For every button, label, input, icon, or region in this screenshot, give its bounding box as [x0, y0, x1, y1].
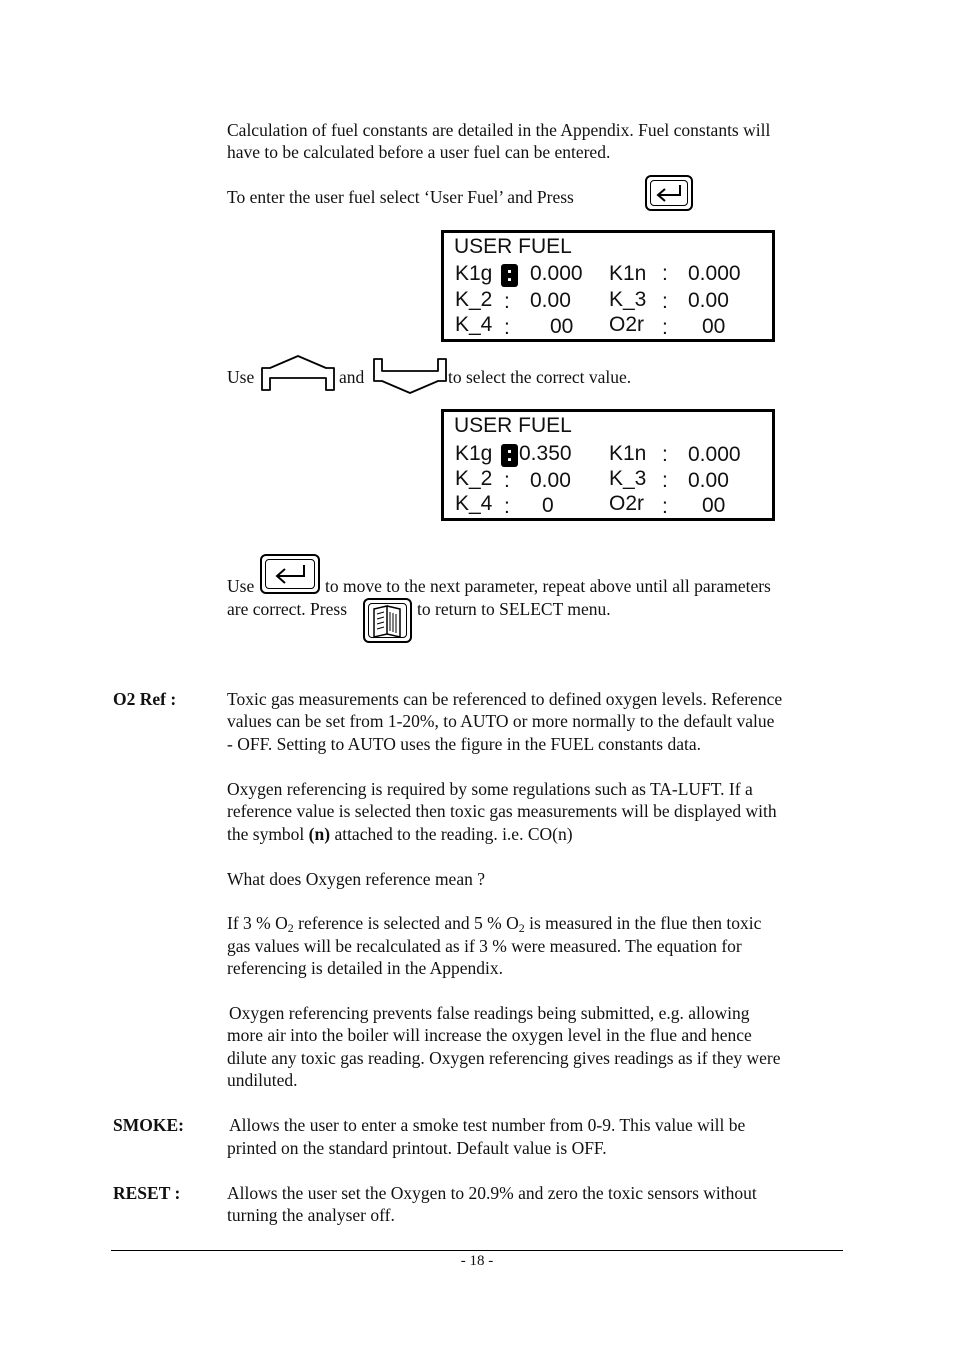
o2-ref-p2-line-2: reference value is selected then toxic gas measurements will be displayed with	[227, 801, 777, 821]
lcd-colon: :	[662, 495, 668, 518]
reset-line-2: turning the analyser off.	[227, 1205, 395, 1225]
enter-key-icon	[645, 175, 693, 211]
text-run: If 3 % O	[227, 913, 288, 933]
lcd-k3-value: 0.00	[688, 469, 729, 492]
intro-line-1: Calculation of fuel constants are detailed in the Appendix. Fuel constants will	[227, 120, 771, 140]
intro-line-2: have to be calculated before a user fuel can be entered.	[227, 142, 611, 162]
o2-ref-p2-line-3	[227, 823, 573, 846]
o2-ref-p4-line-2: gas values will be recalculated as if 3 % were measured. The equation for	[227, 936, 742, 956]
enter-instruction: To enter the user fuel select ‘User Fuel’ and Press	[227, 187, 574, 207]
lcd-colon: :	[662, 443, 668, 466]
lcd-k1n-value: 0.000	[688, 262, 741, 285]
page-number: - 18 -	[460, 1253, 494, 1269]
footer-divider	[111, 1250, 843, 1251]
lcd-k1n-label: K1n	[609, 442, 647, 465]
lcd-colon: :	[662, 316, 668, 339]
lcd-cursor: :	[501, 264, 518, 287]
lcd-o2r-value: 00	[702, 494, 726, 517]
next-param-line-2: are correct. Press	[227, 599, 348, 619]
o2-ref-p4-line-1	[227, 912, 761, 935]
enter-key-icon	[260, 554, 320, 594]
lcd-k2-label: K_2	[455, 467, 493, 490]
o2-ref-p1-line-1: Toxic gas measurements can be referenced to defined oxygen levels. Reference	[227, 689, 783, 709]
lcd-k3-value: 0.00	[688, 289, 729, 312]
o2-ref-p5-line-4: undiluted.	[227, 1070, 298, 1090]
smoke-line-1: Allows the user to enter a smoke test number from 0-9. This value will be	[229, 1115, 746, 1135]
down-arrow-key-icon	[370, 355, 450, 397]
lcd-o2r-label: O2r	[609, 492, 645, 515]
lcd-colon: :	[504, 469, 510, 492]
use-label-2: Use	[227, 576, 255, 596]
text-run: reference is selected and 5 % O	[293, 913, 519, 933]
lcd-k1g-label: K1g	[455, 442, 493, 465]
lcd-k2-value: 0.00	[530, 289, 571, 312]
lcd-k4-value: 0	[542, 494, 554, 517]
lcd-colon: :	[662, 290, 668, 313]
text-run: the symbol	[227, 824, 309, 844]
up-arrow-key-icon	[258, 354, 338, 394]
lcd-colon: :	[504, 290, 510, 313]
o2-ref-p2-line-1: Oxygen referencing is required by some regulations such as TA-LUFT. If a	[227, 779, 753, 799]
lcd-k4-value: 00	[550, 315, 574, 338]
o2-ref-p5-line-2: more air into the boiler will increase the oxygen level in the flue and hence	[227, 1025, 752, 1045]
lcd-title: USER FUEL	[454, 414, 572, 437]
lcd-o2r-label: O2r	[609, 313, 645, 336]
subscript: 2	[287, 921, 294, 935]
use-label: Use	[227, 367, 255, 387]
lcd-title: USER FUEL	[454, 235, 572, 258]
lcd-k2-value: 0.00	[530, 469, 571, 492]
next-param-line-1: to move to the next parameter, repeat above until all parameters	[325, 576, 771, 596]
o2-ref-p5-line-1: Oxygen referencing prevents false readings being submitted, e.g. allowing	[229, 1003, 750, 1023]
lcd-k2-label: K_2	[455, 288, 493, 311]
lcd-colon: :	[504, 316, 510, 339]
lcd-k1n-label: K1n	[609, 262, 647, 285]
lcd-cursor: :	[501, 444, 518, 467]
lcd-k1g-value: 0.000	[530, 262, 583, 285]
enter-arrow-icon	[260, 554, 320, 594]
lcd-display-user-fuel-edited	[441, 409, 775, 521]
next-param-line-2-rest: to return to SELECT menu.	[417, 599, 611, 619]
lcd-display-user-fuel-initial	[441, 230, 775, 342]
lcd-k3-label: K_3	[609, 467, 647, 490]
lcd-k4-label: K_4	[455, 492, 493, 515]
o2-ref-label: O2 Ref :	[113, 689, 177, 709]
book-icon	[363, 598, 412, 643]
enter-arrow-icon	[645, 175, 693, 211]
o2-ref-p1-line-3: - OFF. Setting to AUTO uses the figure in the FUEL constants data.	[227, 734, 701, 754]
lcd-k1n-value: 0.000	[688, 443, 741, 466]
symbol-n: (n)	[308, 824, 331, 844]
text-run: attached to the reading. i.e. CO(n)	[330, 824, 573, 844]
lcd-k1g-label: K1g	[455, 262, 493, 285]
lcd-k1g-value: 0.350	[519, 442, 572, 465]
lcd-colon: :	[662, 262, 668, 285]
subscript: 2	[518, 921, 525, 935]
lcd-k3-label: K_3	[609, 288, 647, 311]
o2-ref-p4-line-3: referencing is detailed in the Appendix.	[227, 958, 504, 978]
reset-label: RESET :	[113, 1183, 181, 1203]
lcd-o2r-value: 00	[702, 315, 726, 338]
smoke-label: SMOKE:	[113, 1115, 184, 1135]
o2-ref-p1-line-2: values can be set from 1-20%, to AUTO or more normally to the default value	[227, 711, 775, 731]
lcd-colon: :	[504, 495, 510, 518]
select-value-text: to select the correct value.	[448, 367, 632, 387]
o2-ref-question: What does Oxygen reference mean ?	[227, 869, 485, 889]
text-run: is measured in the flue then toxic	[524, 913, 762, 933]
lcd-colon: :	[662, 469, 668, 492]
menu-book-key-icon	[363, 598, 412, 643]
reset-line-1: Allows the user set the Oxygen to 20.9% and zero the toxic sensors without	[227, 1183, 757, 1203]
and-label: and	[339, 367, 365, 387]
lcd-k4-label: K_4	[455, 313, 493, 336]
smoke-line-2: printed on the standard printout. Default value is OFF.	[227, 1138, 607, 1158]
o2-ref-p5-line-3: dilute any toxic gas reading. Oxygen referencing gives readings as if they were	[227, 1048, 781, 1068]
